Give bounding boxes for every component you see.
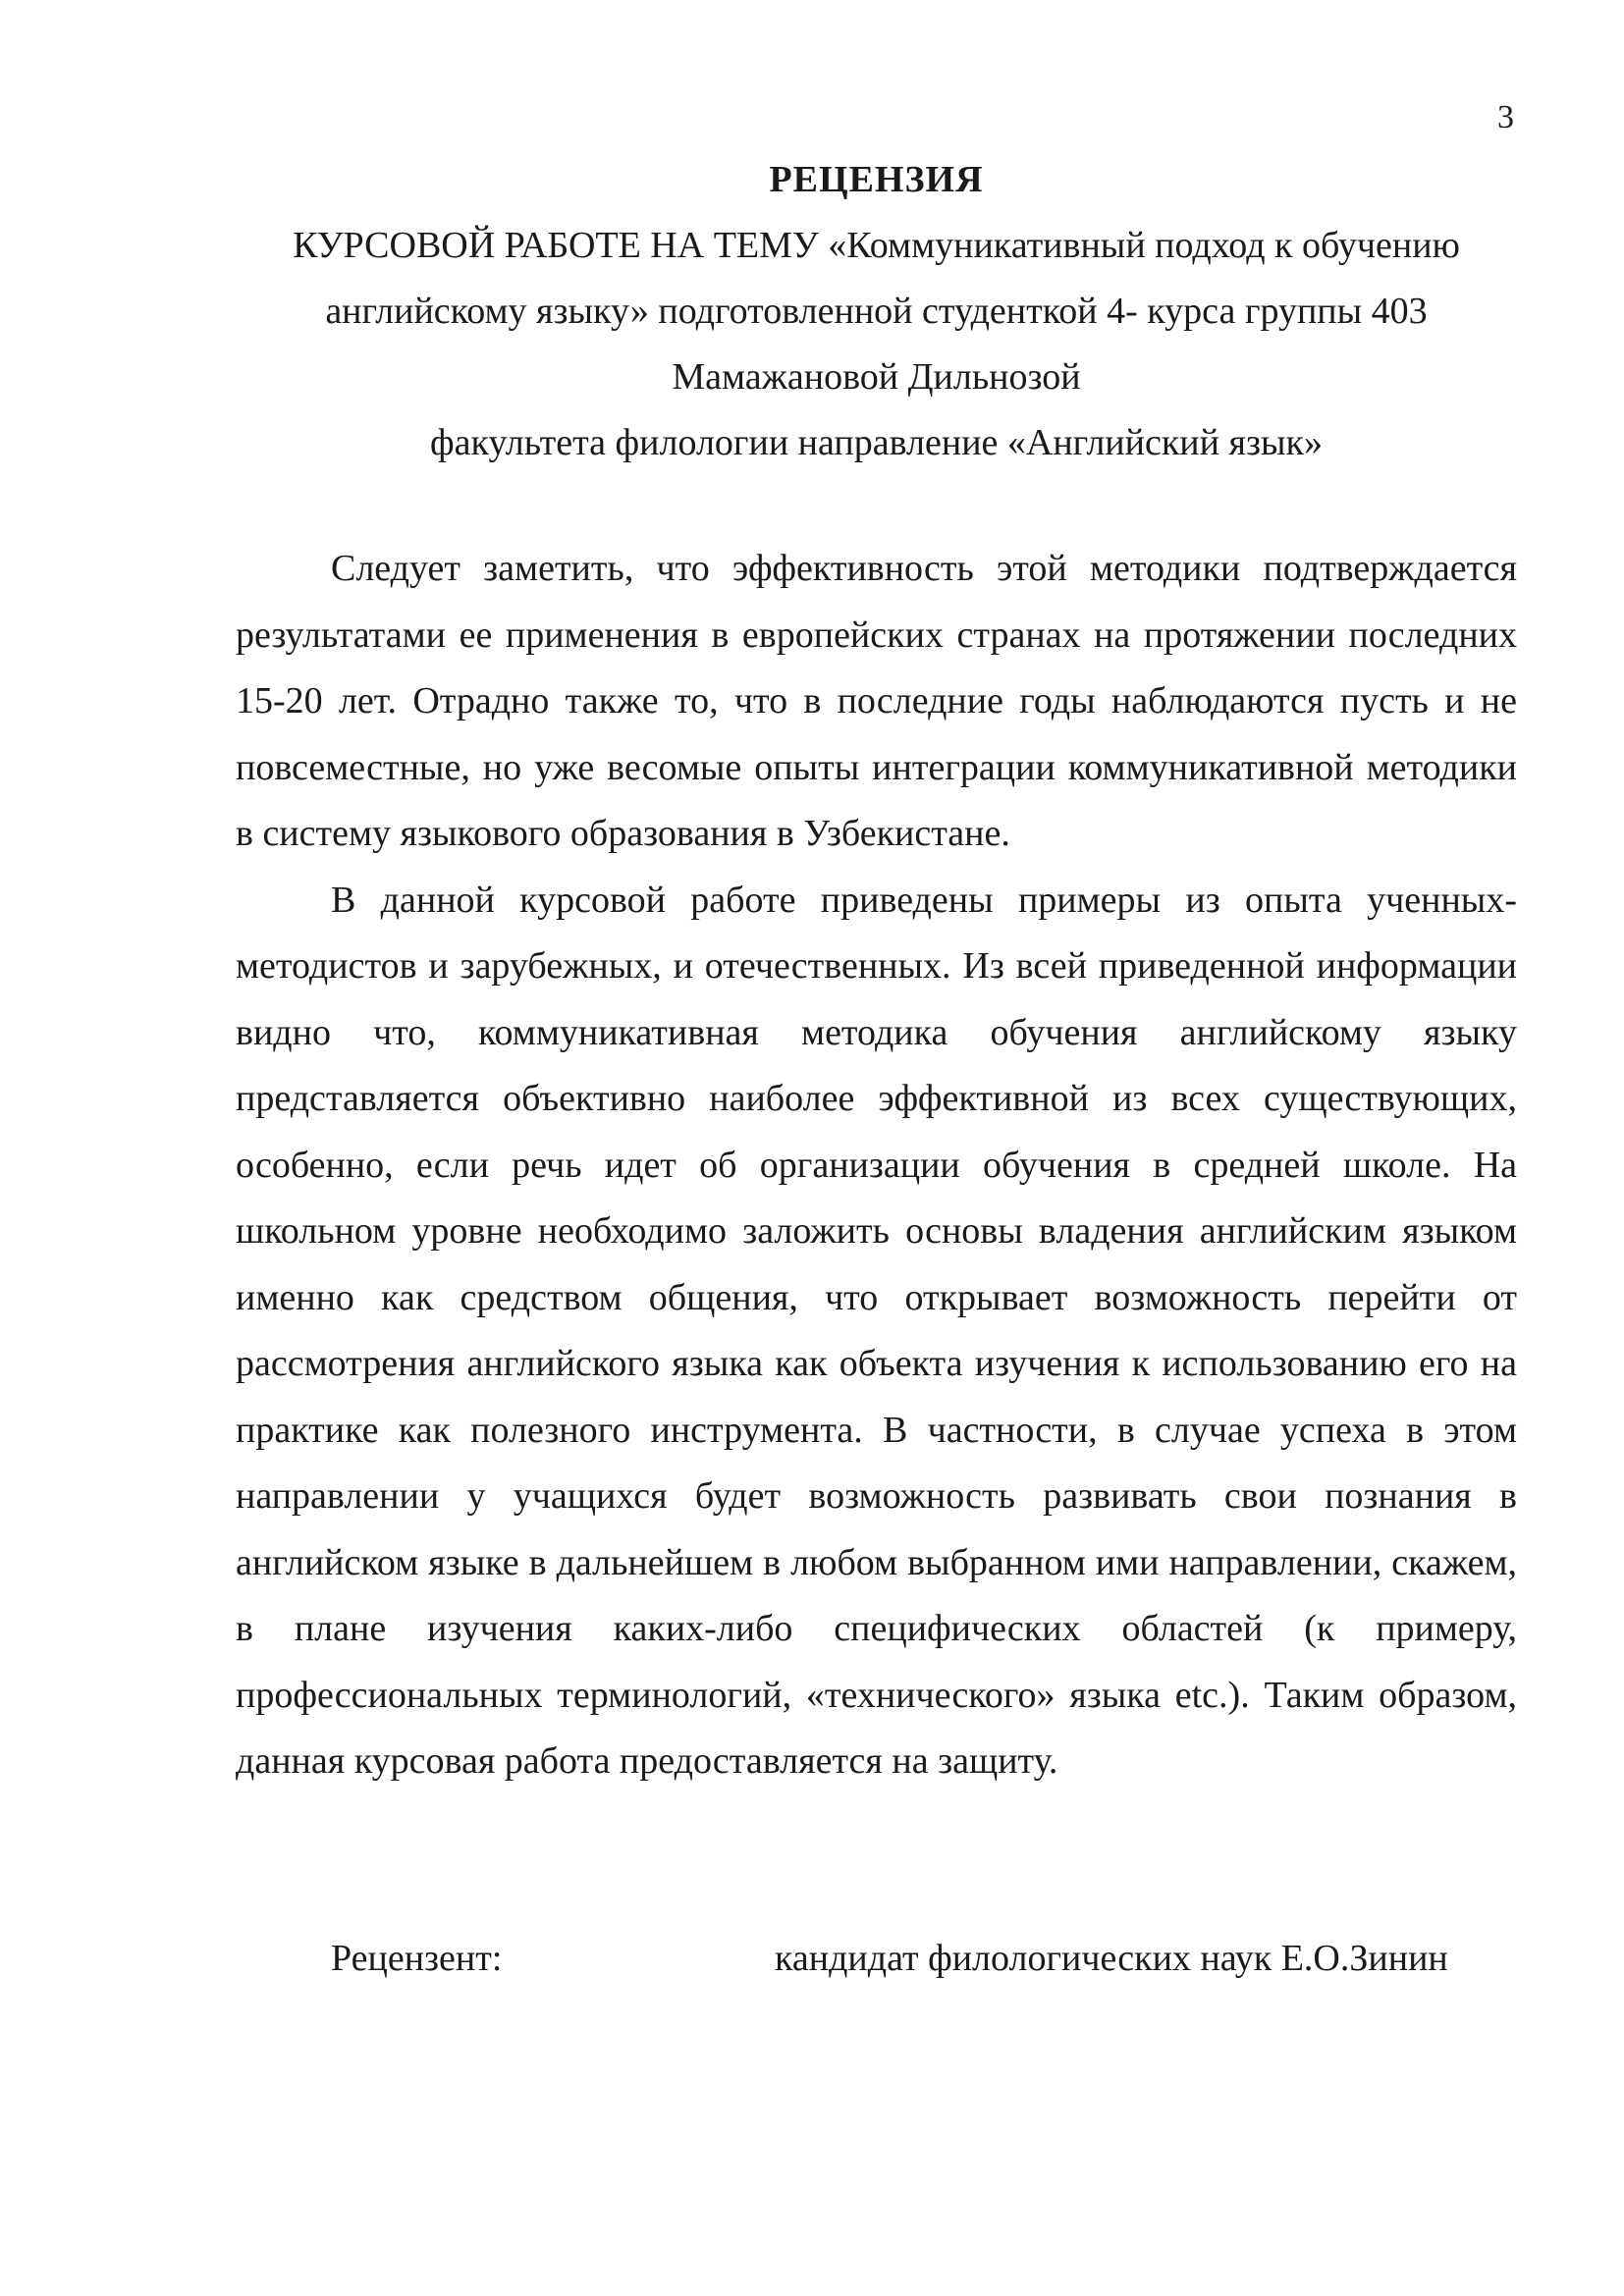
- document-title: РЕЦЕНЗИЯ: [769, 159, 984, 200]
- reviewer-label: Рецензент:: [331, 1938, 503, 1979]
- body-paragraph-2: В данной курсовой работе приведены примеры из опыта ученных-методистов и зарубежных, и отечественных. Из всей приведенной информации видно что, коммуникативная методика обучения английскому языку представляется объективно наиболее эффективной из всех существующих, особенно, если речь идет об организации обучения в средней школе. На школьном уровне необходимо заложить основы владения английским языком именно как средством общения, что открывает возможность перейти от рассмотрения английского языка как объекта изучения к использованию его на практике как полезного инструмента. В частности, в случае успеха в этом направлении у учащихся будет возможность развивать свои познания в английском языке в дальнейшем в любом выбранном ими направлении, скажем, в плане изучения каких-либо специфических областей (к примеру, профессиональных терминологий, «технического» языка etc.). Таким образом, данная курсовая работа предоставляется на защиту.: [236, 879, 1517, 1782]
- header-line-1: КУРСОВОЙ РАБОТЕ НА ТЕМУ «Коммуникативный подход к обучению: [293, 225, 1460, 266]
- page-number: 3: [1497, 99, 1514, 135]
- header-line-4: факультета филологии направление «Английский язык»: [430, 422, 1323, 463]
- document-body: [236, 536, 1517, 1795]
- document-header: [236, 147, 1517, 476]
- header-line-3: Мамажановой Дильнозой: [672, 356, 1081, 398]
- header-line-2: английскому языку» подготовленной студенткой 4- курса группы 403: [325, 291, 1428, 332]
- body-paragraph-1: Следует заметить, что эффективность этой методики подтверждается результатами ее применения в европейских странах на протяжении последних 15-20 лет. Отрадно также то, что в последние годы наблюдаются пусть и не повсеместные, но уже весомые опыты интеграции коммуникативной методики в систему языкового образования в Узбекистане.: [236, 548, 1517, 854]
- reviewer-name: кандидат филологических наук Е.О.Зинин: [775, 1938, 1448, 1979]
